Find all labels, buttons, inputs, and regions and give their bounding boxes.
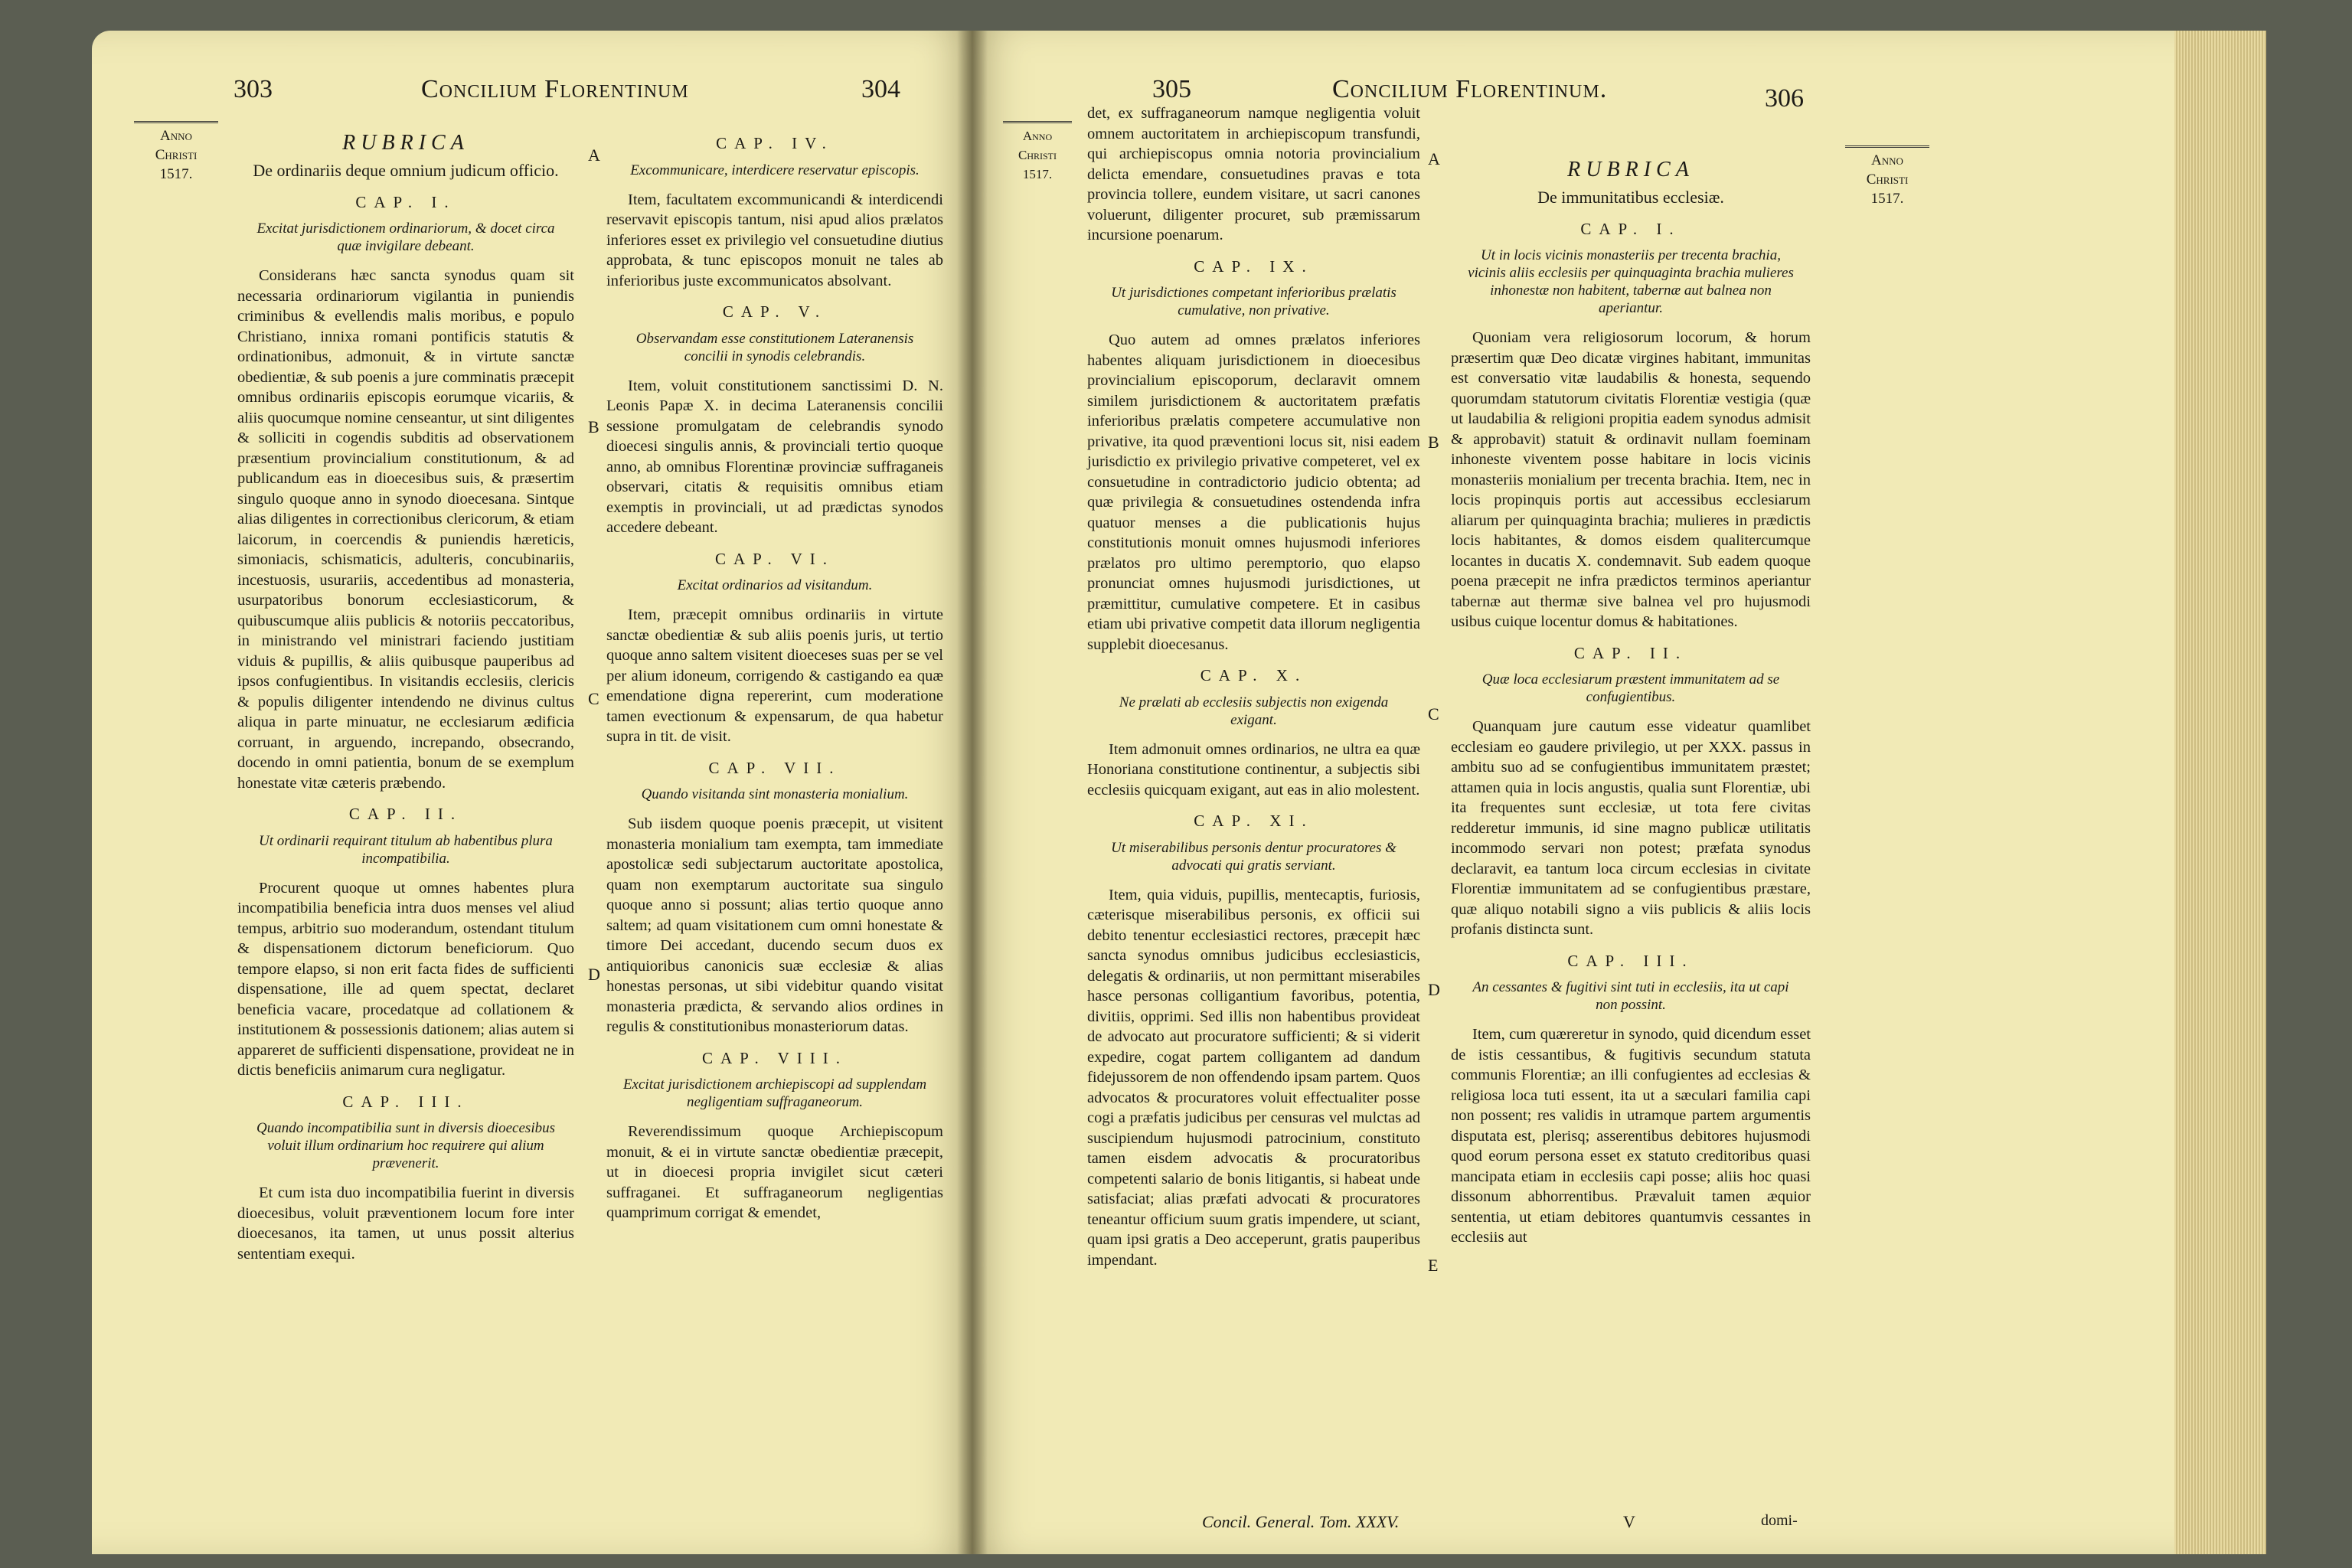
running-title-right: Concilium Florentinum. — [1332, 75, 1608, 103]
chapter-text: Procurent quoque ut omnes habentes plura incompatibilia beneficia intra duos menses vel aliud tempus, arbitrio suo moderandum, ostendant titulum & dispensationem dictorum beneficiorum. Quo tempore elapso, si non erit facta fides de sufficienti dispensatione, ille ad quem spectat, declaret beneficia vacare, procedatque ad collationem & institutionem & possessionis dationem; alias autem si appareret de sufficienti dispensatione, provideat ne in dictis beneficiis animarum cura negligatur. — [237, 879, 574, 1079]
right-page-column-1 — [1087, 103, 1420, 1270]
rubrica-heading: De immunitatibus ecclesiæ. — [1537, 187, 1724, 207]
chapter-heading: CAP. VI. — [714, 549, 835, 568]
chapter-text: Quoniam vera religiosorum locorum, & horum præsertim quæ Deo dicatæ virgines habitant, immunitas est conversatio vitæ laudabilis & honesta, sequendo quorumdam statutorum civitatis Florentiæ vestigia (quæ ut laudabilia & religioni propitia eadem synodus admisit & approbavit) statuit & ordinavit nullam foeminam inhoneste viventem posse habitare in locis vicinis monasteriis monialium per trecenta brachia. Item, nec in locis propinquis portis aut accessibus ecclesiarum aliarum per quinquaginta brachia; mulieres in prædictis locis habitantes, & domos eisdem qualitercumque locantes in ducatis X. condemnavit. Sub eadem quoque poena præcepit ne infra prædictos terminos aperiantur tabernæ aut thermæ sive balnea vel pro hujusmodi usibus cuique locentur domus & habitationes. — [1451, 329, 1811, 630]
chapter-summary: Excitat ordinarios ad visitandum. — [677, 577, 873, 593]
chapter-text: det, ex suffraganeorum namque negligentia voluit omnem auctoritatem in archiepiscopum transfundi, qui archiepiscopus omnia notoria provincialium delicta emendare, consuetudines pravas e tota provincia tollere, eundem visitare, ut sacri canones voluerunt, diligenter procuret, sub præmissarum incursione poenarum. — [1087, 105, 1420, 243]
chapter-summary: Excitat jurisdictionem ordinariorum, & docet circa quæ invigilare debeant. — [256, 220, 555, 254]
chapter-heading: CAP. III. — [1567, 951, 1694, 970]
chapter-text: Item, cum quæreretur in synodo, quid dicendum esset de istis cessantibus, & fugitivis secundum statuta communis Florentiæ; an illi confugientes ad ecclesias & religiosa loca tuti essent, ita ut a sæculari familia capi non possent; res validis in utramque partem argumentis disputata est, plerisq; asserentibus debitores hujusmodi quod eorum persona esset ex statuto creditoribus quasi mancipata etiam in ecclesiis capi posse; aliis hoc quasi dissonum abhorrentibus. Prævaluit tamen æquior sententia, ut etiam debitores quantumvis cessantes in ecclesiis aut — [1451, 1026, 1811, 1246]
chapter-heading: CAP. III. — [342, 1092, 469, 1111]
section-letter: B — [588, 417, 599, 436]
page-number-304: 304 — [861, 75, 900, 103]
margin-note-line: 1517. — [1870, 191, 1904, 207]
right-page — [972, 31, 2197, 1554]
section-letter: A — [588, 145, 600, 165]
chapter-summary: Quando visitanda sint monasteria monialium. — [641, 786, 909, 802]
right-page-column-2 — [1451, 157, 1811, 1248]
chapter-summary: Ut jurisdictiones competant inferioribus prælatis cumulative, non privative. — [1111, 285, 1396, 318]
chapter-heading: CAP. VIII. — [701, 1048, 848, 1067]
chapter-text: Item, facultatem excommunicandi & interdicendi reservavit episcopis tantum, nisi apud alios prælatos inferiores esset ex privilegio vel consuetudine diutius approbata, & tunc episcopos monuit ne tales ab inferioribus juste excommunicatos absolvant. — [606, 191, 943, 289]
rubrica-heading: De ordinariis deque omnium judicum officio. — [253, 160, 559, 180]
left-page-column-2 — [606, 130, 943, 1223]
chapter-heading: CAP. VII. — [708, 758, 841, 777]
margin-note-line: Anno — [1022, 129, 1053, 143]
volume-footer: Concil. General. Tom. XXXV. — [1202, 1512, 1400, 1531]
page-number-305: 305 — [1152, 75, 1191, 103]
margin-note-line: Christi — [155, 147, 198, 163]
chapter-summary: Excommunicare, interdicere reservatur episcopis. — [630, 162, 920, 178]
running-title-left: Concilium Florentinum — [421, 75, 689, 103]
chapter-text: Item admonuit omnes ordinarios, ne ultra ea quæ Honoriana constitutione continentur, a subjectis sibi ecclesiis quicquam exigant, aut eas in alio molestent. — [1087, 740, 1420, 799]
chapter-summary: Ne prælati ab ecclesiis subjectis non exigenda exigant. — [1119, 694, 1389, 728]
left-page-column-1 — [237, 130, 574, 1264]
chapter-text: Quo autem ad omnes prælatos inferiores habentes aliquam jurisdictionem in dioecesibus provincialium episcoporum, declaravit omnem similem jurisdictionem & auctoritatem præfatis inferioribus prælatis competere accumulative non privative, ita quod præventioni locus sit, nisi eadem jurisdictio ex privilegio privative competeret, vel ex consuetudine in contradictorio judicio obtenta; ad quæ privilegia & consuetudines ostendenda infra quatuor menses a die publicationis hujus constitutionis monuit omnes hujusmodi inferiores prælatos pro ultimo peremptorio, quo elapso pronunciat omnes hujusmodi jurisdictiones, ut præmittitur, cumulative competere. Et in casibus etiam ubi privative competit data illorum negligentia supplebit dioecesanus. — [1087, 332, 1420, 653]
section-letter: C — [1428, 704, 1439, 724]
page-edges — [2174, 31, 2266, 1554]
chapter-heading: CAP. II. — [348, 805, 463, 823]
chapter-text: Quanquam jure cautum esse videatur quamlibet ecclesiam eo gaudere privilegio, ut per XXX. passus in ambitu suo ad se confugientibus immunitatem præstet; attamen quia in locis angustis, qualia sunt Florentiæ, ubi ita frequentes sunt ecclesiæ, ut tota fere civitas redderetur immunis, id sine magno publicæ utilitatis incommodo servari non potest; præfata synodus declaravit, ea tantum loca circum ecclesias in civitate Florentiæ immunitatem ad se confugientibus præstare, quæ aliquo notabili signo a viis publicis & aliis locis profanis distincta sunt. — [1451, 718, 1811, 938]
chapter-summary: Ut in locis vicinis monasteriis per trecenta brachia, vicinis aliis ecclesiis per quinquaginta brachia mulieres inhonestæ non habitent, tabernæ aut balnea non aperiantur. — [1468, 247, 1794, 316]
chapter-heading: CAP. V. — [722, 302, 828, 321]
left-page — [92, 31, 972, 1554]
chapter-summary: Observandam esse constitutionem Lateranensis concilii in synodis celebrandis. — [635, 330, 914, 364]
chapter-heading: CAP. II. — [1573, 643, 1688, 662]
signature-mark: V — [1623, 1512, 1635, 1531]
open-book — [92, 31, 2266, 1562]
chapter-text: Et cum ista duo incompatibilia fuerint in diversis dioecesibus, voluit præventionem locum fore inter dioecesanos, ita tamen, ut unus possit alterius sententiam exequi. — [237, 1184, 574, 1263]
section-letter: D — [1428, 980, 1440, 999]
catchword: domi- — [1761, 1512, 1798, 1529]
chapter-heading: CAP. IX. — [1194, 256, 1314, 276]
rubrica-title: RUBRICA — [342, 131, 469, 155]
chapter-heading: CAP. XI. — [1194, 812, 1314, 830]
margin-note-line: Christi — [1866, 172, 1909, 188]
margin-note-left — [134, 121, 218, 184]
chapter-text: Reverendissimum quoque Archiepiscopum monuit, & ei in virtute sanctæ obedientiæ præcepit, ut in dioecesi propria invigilet sicut cæteri suffraganei. Et suffraganeorum negligentias quamprimum corrigat & emendet, — [606, 1123, 943, 1221]
margin-note-right — [1845, 145, 1929, 208]
rubrica-title: RUBRICA — [1567, 158, 1694, 181]
section-letter: B — [1428, 433, 1439, 452]
chapter-heading: CAP. X. — [1200, 666, 1308, 684]
page-number-306: 306 — [1765, 84, 1804, 113]
margin-note-left — [1003, 121, 1072, 184]
chapter-summary: Ut miserabilibus personis dentur procuratores & advocati qui gratis serviant. — [1111, 839, 1396, 874]
chapter-heading: CAP. I. — [355, 192, 456, 211]
chapter-summary: Quando incompatibilia sunt in diversis dioecesibus voluit illum ordinarium hoc requirere qui alium prævenerit. — [256, 1120, 555, 1171]
chapter-summary: Quæ loca ecclesiarum præstent immunitatem ad se confugientibus. — [1481, 671, 1780, 705]
chapter-summary: An cessantes & fugitivi sint tuti in ecclesiis, ita ut capi non possint. — [1472, 979, 1789, 1013]
margin-note-line: 1517. — [1022, 167, 1053, 181]
margin-note-line: Anno — [160, 128, 192, 144]
chapter-text: Item, præcepit omnibus ordinariis in virtute sanctæ obedientiæ & sub aliis poenis juris, ut tertio quoque anno saltem visitent dioeceses suas per se vel per alium idoneum, corrigendo & castigando ea quæ emendatione digna repererint, cum moderatione tamen evectionum & expensarum, de qua habetur supra in tit. de visit. — [606, 606, 943, 745]
margin-note-line: Christi — [1018, 148, 1057, 162]
margin-note-line: 1517. — [159, 166, 193, 182]
chapter-text: Sub iisdem quoque poenis præcepit, ut visitent monasteria monialium tam exempta, tam immediate apostolicæ sedi subjectarum auctoritate apostolica, quam non exemptarum auctoritate sua singulo quoque anno si possunt; alias tertio quoque anno saltem; ad quam visitationem cum omni honestate & timore Dei accedant, ducendo secum duos ex antiquioribus canonicis suæ ecclesiæ & alias honestas personas, ut sibi videbitur quando visitat monasteria prædicta, & servando alios ordines in regulis & constitutionibus monasteriorum datas. — [606, 815, 943, 1035]
chapter-heading: CAP. I. — [1580, 219, 1681, 238]
chapter-text: Item, quia viduis, pupillis, mentecaptis, furiosis, cæterisque miserabilibus personis, ex officii sui debito tenentur ecclesiastici rectores, præcepit hæc sancta synodus omnibus judicibus ecclesiasticis, delegatis & ordinariis, ut non permittant miserabiles hasce personas colligantium favoribus, potentia, divitiis, opprimi. Sed illis non habentibus provideat de advocato aut procuratore sufficienti; & si viderit expedire, cogat partem colligantem ad dandum fidejussorem de non offendendo ipsam partem. Quos advocatos & procuratores voluit effectualiter posse cogi a præfatis judicibus per censuras vel mulctas ad suscipiendum hujusmodi patrocinium, constituto tamen eisdem advocatis & procuratoribus competenti salario de bonis litigantis, si habeat unde satisfaciat; alias præfati advocati & procuratores teneantur officium suum gratis impendere, ut sciant, quam ipsi gratis a Deo acceperunt, gratis pauperibus impendant. — [1087, 886, 1420, 1269]
book-gutter — [957, 31, 988, 1554]
chapter-heading: CAP. IV. — [716, 134, 834, 152]
page-number-303: 303 — [234, 75, 273, 103]
section-letter: E — [1428, 1256, 1439, 1275]
chapter-text: Considerans hæc sancta synodus quam sit necessaria ordinariorum vigilantia in puniendis criminibus & evellendis malis moribus, e populo Christiano, innixa romani pontificis statutis & ordinationibus, admonuit, & in virtute sanctæ obedientiæ, & sub poenis a jure comminatis præcepit omnibus ordinariis episcopis eorumque vicariis, & aliis quocumque nomine censeantur, ut sint diligentes & solliciti in cogendis subditis ad observationem præsentium provincialium constitutionum, & ad publicandum eas in dioecesibus suis, & præsertim singulo quoque anno in synodo dioecesana. Sintque alias diligentes in correctionibus clericorum, & etiam laicorum, in coercendis & puniendis hæreticis, simoniacis, schismaticis, adulteris, concubinariis, incestuosis, usurariis, accedentibus ad monasteria, usurpatoribus bonorum ecclesiasticorum, & quibuscumque aliis publicis & notoriis peccatoribus, in ministrando vel ministrari faciendo justitiam viduis & pupillis, & aliis quibusque pauperibus ad ipsos confugientibus. In visitandis ecclesiis, clericis & populis diligenter intendendo ne divinus cultus aliqua in parte minuatur, ne ecclesiarum ædificia corruant, in arguendo, increpando, obsecrando, docendo in omni patientia, bonum de se exemplum honestate vitæ cæteris præbendo. — [237, 267, 574, 792]
section-letter: D — [588, 965, 600, 984]
chapter-summary: Excitat jurisdictionem archiepiscopi ad supplendam negligentiam suffraganeorum. — [622, 1076, 927, 1110]
chapter-summary: Ut ordinarii requirant titulum ab habentibus plura incompatibilia. — [259, 832, 553, 867]
margin-note-line: Anno — [1871, 152, 1903, 168]
chapter-text: Item, voluit constitutionem sanctissimi D. N. Leonis Papæ X. in decima Lateranensis concilii sessione promulgatam de celebrandis synodo dioecesi singulis annis, & provinciali tertio quoque anno, ab omnibus Florentinæ provinciæ suffraganeis observari, citatis & requisitis omnibus etiam exemptis in provinciali, ut ad prædictas synodos accedere debeant. — [606, 377, 943, 536]
section-letter: C — [588, 689, 599, 708]
section-letter: A — [1428, 149, 1440, 168]
